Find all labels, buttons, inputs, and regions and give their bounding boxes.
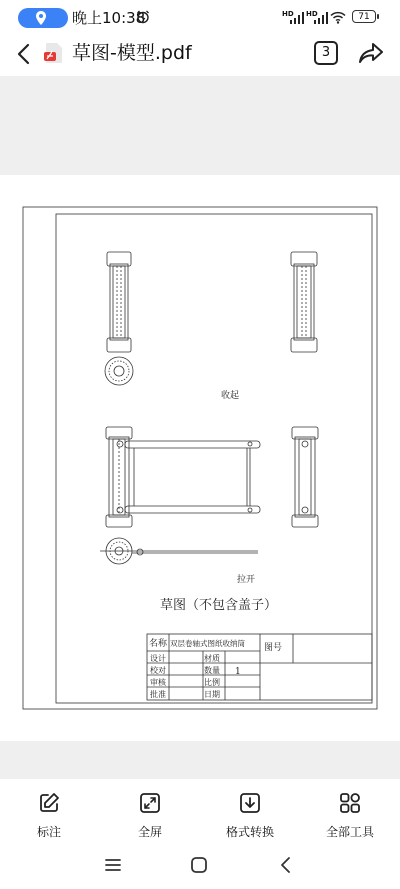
bottom-toolbar <box>0 779 400 845</box>
status-bar <box>0 0 400 36</box>
roller-end-view <box>105 357 133 385</box>
status-time: 晚上10:38 <box>72 9 146 27</box>
tb-review-label: 审核 <box>150 678 166 687</box>
location-indicator[interactable] <box>18 8 68 28</box>
home-icon[interactable] <box>190 856 208 874</box>
wifi-icon <box>330 11 346 24</box>
roller-expanded <box>106 427 260 527</box>
network-label-1: HD <box>282 10 294 18</box>
battery-indicator: 71 <box>352 10 376 23</box>
expanded-end-view <box>100 538 258 564</box>
convert-label: 格式转换 <box>225 825 274 839</box>
signal-icon <box>290 12 304 24</box>
tb-design-label: 设计 <box>150 654 166 663</box>
roller-side-right <box>292 427 318 527</box>
label-collapsed: 收起 <box>221 391 240 401</box>
tb-quantity-label: 数量 <box>204 666 220 675</box>
system-nav-bar <box>0 845 400 889</box>
convert-button[interactable] <box>215 791 285 840</box>
technical-drawing <box>0 175 400 741</box>
viewer-background-bottom <box>0 741 400 779</box>
tb-check-label: 校对 <box>150 666 166 675</box>
back-arrow-icon[interactable] <box>14 42 34 66</box>
tb-name-value: 双层卷轴式图纸收纳筒 <box>170 639 245 648</box>
tb-material-label: 材质 <box>204 654 220 663</box>
network-label-2: HD <box>306 10 318 18</box>
all-tools-button[interactable] <box>315 791 385 840</box>
tb-quantity-value: 1 <box>235 667 241 677</box>
download-convert-icon <box>238 791 262 815</box>
viewer-background-top <box>0 76 400 175</box>
share-icon[interactable] <box>358 42 384 64</box>
annotate-button[interactable] <box>14 791 84 840</box>
fullscreen-button[interactable] <box>115 791 185 840</box>
tb-approve-label: 批准 <box>150 690 166 699</box>
annotate-label: 标注 <box>36 825 61 839</box>
drawing-caption: 草图（不包含盖子） <box>160 598 278 613</box>
menu-icon[interactable] <box>104 857 122 873</box>
page-count-button[interactable]: 3 <box>314 41 338 65</box>
roller-top-right <box>291 252 317 352</box>
grid-icon <box>338 791 362 815</box>
alarm-icon <box>136 10 150 24</box>
signal-icon-2 <box>314 12 328 24</box>
fullscreen-icon <box>138 791 162 815</box>
roller-top-left <box>107 252 131 352</box>
all-tools-label: 全部工具 <box>325 825 374 839</box>
nav-back-icon[interactable] <box>278 856 292 874</box>
edit-icon <box>37 791 61 815</box>
tb-date-label: 日期 <box>204 690 220 699</box>
pdf-file-icon <box>44 42 64 64</box>
document-title: 草图-模型.pdf <box>72 42 192 64</box>
tb-scale-label: 比例 <box>204 678 220 687</box>
tb-name-label: 名称 <box>149 639 168 649</box>
location-pin-icon <box>34 10 48 26</box>
label-expanded: 拉开 <box>237 575 256 585</box>
tb-drawing-no-label: 图号 <box>264 643 283 653</box>
fullscreen-label: 全屏 <box>137 825 162 839</box>
